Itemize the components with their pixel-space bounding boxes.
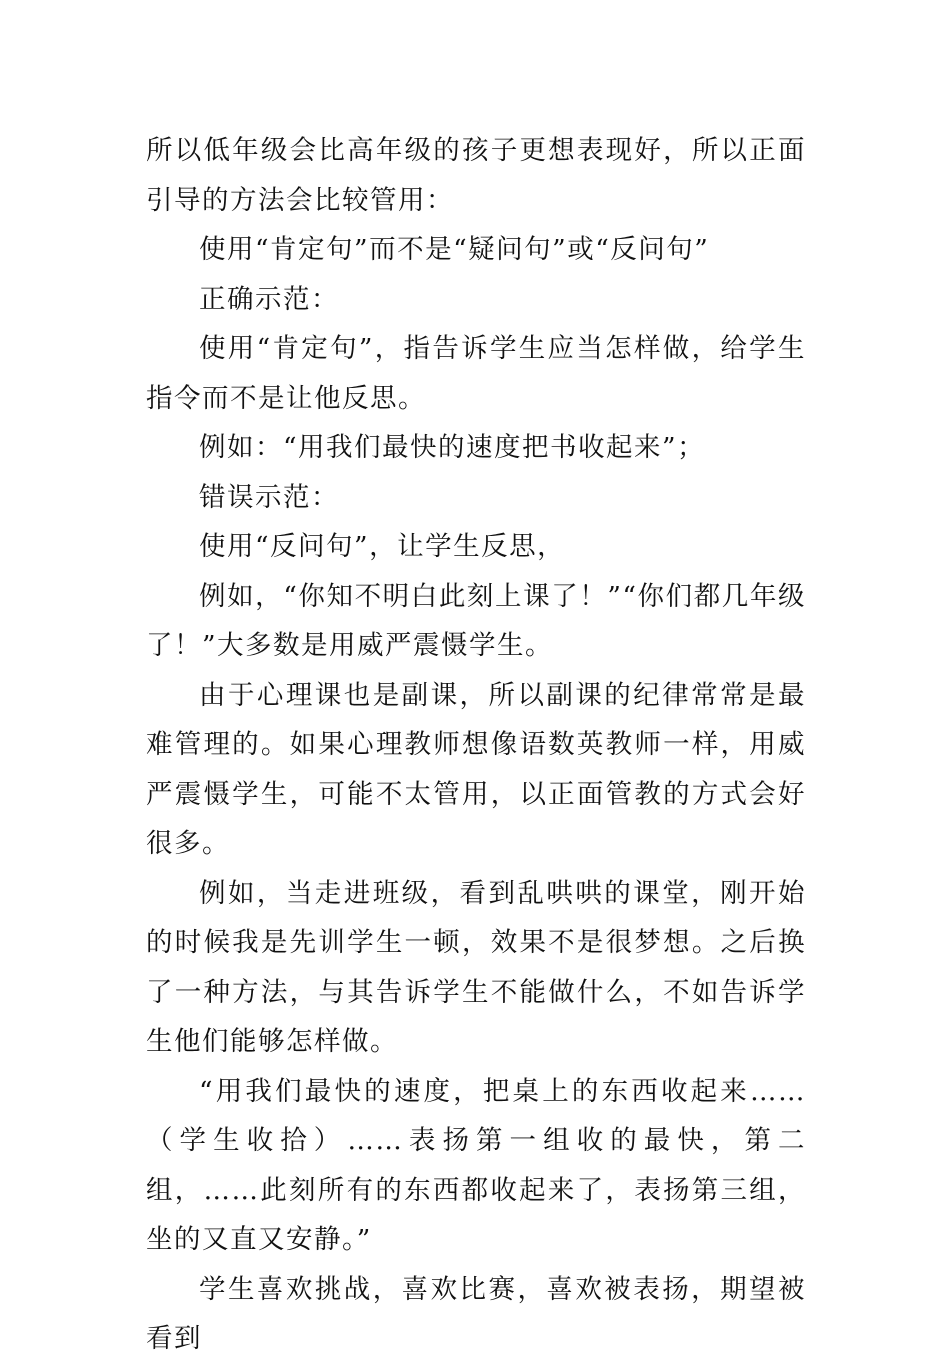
paragraph-9: 由于心理课也是副课，所以副课的纪律常常是最难管理的。如果心理教师想像语数英教师一样，用威严震慑学生，可能不太管用，以正面管教的方式会好很多。 — [146, 679, 806, 859]
paragraph-2: 使用“肯定句”而不是“疑问句”或“反问句” — [199, 234, 710, 265]
paragraph-4: 使用“肯定句”，指告诉学生应当怎样做，给学生指令而不是让他反思。 — [146, 333, 806, 414]
paragraph-10: 例如，当走进班级，看到乱哄哄的课堂，刚开始的时候我是先训学生一顿，效果不是很梦想。之后换了一种方法，与其告诉学生不能做什么，不如告诉学生他们能够怎样做。 — [146, 877, 806, 1057]
paragraph-11: “用我们最快的速度，把桌上的东西收起来……（学生收拾）……表扬第一组收的最快，第二组，……此刻所有的东西都收起来了，表扬第三组，坐的又直又安静。” — [146, 1075, 806, 1255]
paragraph-3: 正确示范： — [199, 283, 339, 315]
paragraph-7: 使用“反问句”，让学生反思， — [199, 531, 566, 562]
paragraph-5: 例如：“用我们最快的速度把书收起来”； — [199, 432, 706, 463]
paragraph-1: 所以低年级会比高年级的孩子更想表现好，所以正面引导的方法会比较管用： — [146, 135, 806, 216]
paragraph-6: 错误示范： — [199, 481, 339, 513]
paragraph-8: 例如，“你知不明白此刻上课了！”“你们都几年级了！”大多数是用威严震慑学生。 — [146, 580, 806, 661]
paragraph-12: 学生喜欢挑战，喜欢比赛，喜欢被表扬，期望被看到 — [146, 1273, 806, 1354]
document-page — [146, 126, 806, 1364]
